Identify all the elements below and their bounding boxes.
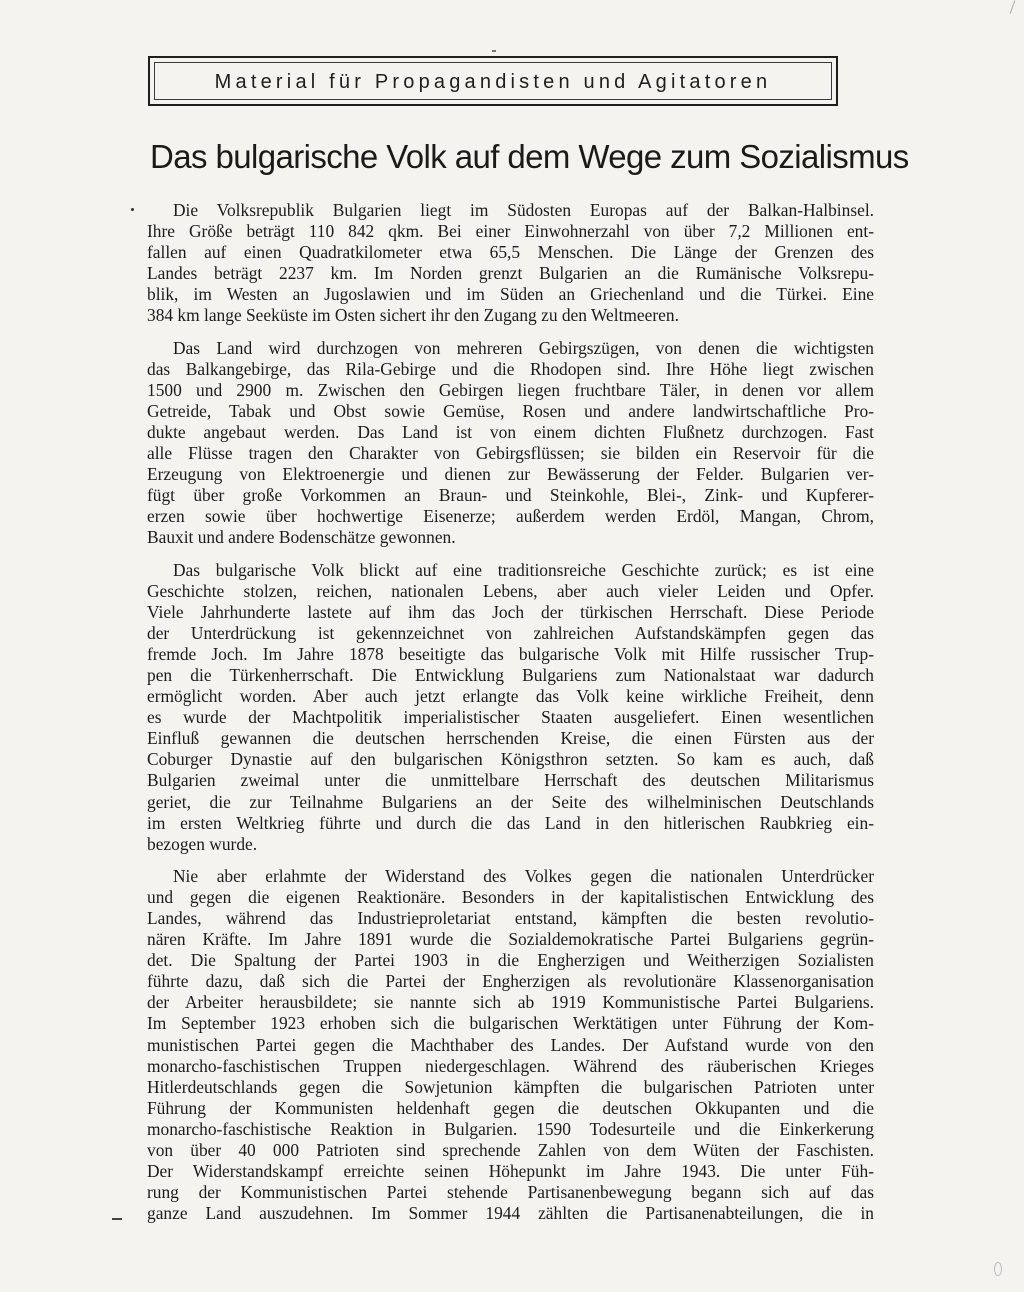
paragraph-line: bezogen wurde. <box>147 833 258 854</box>
paragraph-line: munistischen Partei gegen die Machthaber des Landes. Der Aufstand wurde von den <box>147 1034 874 1055</box>
scan-mark-top-right <box>1010 0 1016 13</box>
paragraph-line: Die Volksrepublik Bulgarien liegt im Südosten Europas auf der Balkan-Halbinsel. <box>173 200 874 220</box>
article-body <box>147 200 874 1235</box>
paragraph-line: rung der Kommunistischen Partei stehende Partisanenbewegung begann sich auf das <box>147 1182 874 1203</box>
paragraph-line: alle Flüsse tragen den Charakter von Gebirgsflüssen; sie bilden ein Reservoir für die <box>147 443 874 464</box>
paragraph-line: monarcho-faschistische Reaktion in Bulgarien. 1590 Todesurteile und die Einkerkerung <box>147 1118 874 1139</box>
paragraph-line: das Balkangebirge, das Rila-Gebirge und die Rhodopen sind. Ihre Höhe liegt zwischen <box>147 358 874 379</box>
paragraph-line: blik, im Westen an Jugoslawien und im Süden an Griechenland und die Türkei. Eine <box>147 284 874 305</box>
paragraph-line: ermöglicht worden. Aber auch jetzt erlangte das Volk keine wirkliche Freiheit, denn <box>147 686 874 707</box>
scan-mark-corner <box>994 1262 1002 1276</box>
paragraph-line: dukte angebaut werden. Das Land ist von einem dichten Flußnetz durchzogen. Fast <box>147 421 874 442</box>
paragraph-line: der Arbeiter herausbildete; sie nannte sich ab 1919 Kommunistische Partei Bulgariens. <box>147 992 874 1013</box>
paragraph-line: ganze Land auszudehnen. Im Sommer 1944 zählten die Partisanenabteilungen, die in <box>147 1203 874 1224</box>
article-paragraph <box>147 200 874 327</box>
article-paragraph <box>147 560 874 855</box>
section-header-box <box>148 56 838 106</box>
paragraph-line: Das bulgarische Volk blickt auf eine traditionsreiche Geschichte zurück; es ist eine <box>173 559 874 580</box>
paragraph-line: Bauxit und andere Bodenschätze gewonnen. <box>147 527 456 548</box>
paragraph-line: im ersten Weltkrieg führte und durch die das Land in den hitlerischen Raubkrieg ein- <box>147 812 874 833</box>
paragraph-line: Der Widerstandskampf erreichte seinen Höhepunkt im Jahre 1943. Die unter Füh- <box>147 1161 874 1182</box>
paragraph-line: Viele Jahrhunderte lastete auf ihm das Joch der türkischen Herrschaft. Diese Periode <box>147 601 874 622</box>
paragraph-line: pen die Türkenherrschaft. Die Entwicklung Bulgariens zum Nationalstaat war dadurch <box>147 664 874 685</box>
paragraph-line: Getreide, Tabak und Obst sowie Gemüse, Rosen und andere landwirtschaftliche Pro- <box>147 400 874 421</box>
scan-mark-top <box>492 50 496 52</box>
paragraph-line: geriet, die zur Teilnahme Bulgariens an der Seite des wilhelminischen Deutschlands <box>147 791 874 812</box>
margin-dash <box>112 1218 122 1220</box>
paragraph-line: fügt über große Vorkommen an Braun- und Steinkohle, Blei-, Zink- und Kupferer- <box>147 485 874 506</box>
paragraph-line: führte dazu, daß sich die Partei der Engherzigen als revolutionäre Klassenorganisation <box>147 971 874 992</box>
paragraph-line: von über 40 000 Patrioten sind sprechende Zahlen von dem Wüten der Faschisten. <box>147 1140 874 1161</box>
article-paragraph <box>147 866 874 1225</box>
margin-dot <box>131 208 134 211</box>
paragraph-line: Führung der Kommunisten heldenhaft gegen die deutschen Okkupanten und die <box>147 1097 874 1118</box>
paragraph-line: Coburger Dynastie auf den bulgarischen Königsthron setzten. So kam es auch, daß <box>147 749 874 770</box>
paragraph-line: Das Land wird durchzogen von mehreren Gebirgszügen, von denen die wichtigsten <box>173 337 874 358</box>
paragraph-line: Geschichte stolzen, reichen, nationalen Lebens, aber auch vieler Leiden und Opfer. <box>147 580 874 601</box>
paragraph-line: erzen sowie über hochwertige Eisenerze; außerdem werden Erdöl, Mangan, Chrom, <box>147 506 874 527</box>
paragraph-line: monarcho-faschistischen Truppen niedergeschlagen. Während des räuberischen Krieges <box>147 1055 874 1076</box>
paragraph-line: Ihre Größe beträgt 110 842 qkm. Bei einer Einwohnerzahl von über 7,2 Millionen ent- <box>147 221 874 242</box>
paragraph-line: Landes beträgt 2237 km. Im Norden grenzt Bulgarien an die Rumänische Volksrepu- <box>147 263 874 284</box>
paragraph-line: fallen auf einen Quadratkilometer etwa 65,5 Menschen. Die Länge der Grenzen des <box>147 242 874 263</box>
section-header-label: Material für Propagandisten und Agitatoren <box>214 70 772 93</box>
paragraph-line: und gegen die eigenen Reaktionäre. Besonders in der kapitalistischen Entwicklung des <box>147 886 874 907</box>
paragraph-line: fremde Joch. Im Jahre 1878 beseitigte das bulgarische Volk mit Hilfe russischer Trup- <box>147 643 874 664</box>
paragraph-line: nären Kräfte. Im Jahre 1891 wurde die Sozialdemokratische Partei Bulgariens gegrün- <box>147 929 874 950</box>
article-paragraph <box>147 338 874 549</box>
paragraph-line: 1500 und 2900 m. Zwischen den Gebirgen liegen fruchtbare Täler, in denen vor allem <box>147 379 874 400</box>
paragraph-line: Hitlerdeutschlands gegen die Sowjetunion kämpften die bulgarischen Patrioten unter <box>147 1076 874 1097</box>
paragraph-line: Erzeugung von Elektroenergie und dienen zur Bewässerung der Felder. Bulgarien ver- <box>147 464 874 485</box>
paragraph-line: Landes, während das Industrieproletariat entstand, kämpften die besten revolutio- <box>147 908 874 928</box>
paragraph-line: Im September 1923 erhoben sich die bulgarischen Werktätigen unter Führung der Kom- <box>147 1013 874 1034</box>
paragraph-line: es wurde der Machtpolitik imperialistischer Staaten ausgeliefert. Einen wesentlichen <box>147 707 874 728</box>
paragraph-line: det. Die Spaltung der Partei 1903 in die Engherzigen und Weitherzigen Sozialisten <box>147 950 874 971</box>
article-title: Das bulgarische Volk auf dem Wege zum Sozialismus <box>150 138 909 175</box>
paragraph-line: Einfluß gewannen die deutschen herrschenden Kreise, die einen Fürsten aus der <box>147 728 874 749</box>
paragraph-line: 384 km lange Seeküste im Osten sichert ihr den Zugang zu den Weltmeeren. <box>147 305 679 326</box>
paragraph-line: der Unterdrückung ist gekennzeichnet von zahlreichen Aufstandskämpfen gegen das <box>147 622 874 643</box>
paragraph-line: Nie aber erlahmte der Widerstand des Volkes gegen die nationalen Unterdrücker <box>173 865 874 886</box>
paragraph-line: Bulgarien zweimal unter die unmittelbare Herrschaft des deutschen Militarismus <box>147 770 874 791</box>
